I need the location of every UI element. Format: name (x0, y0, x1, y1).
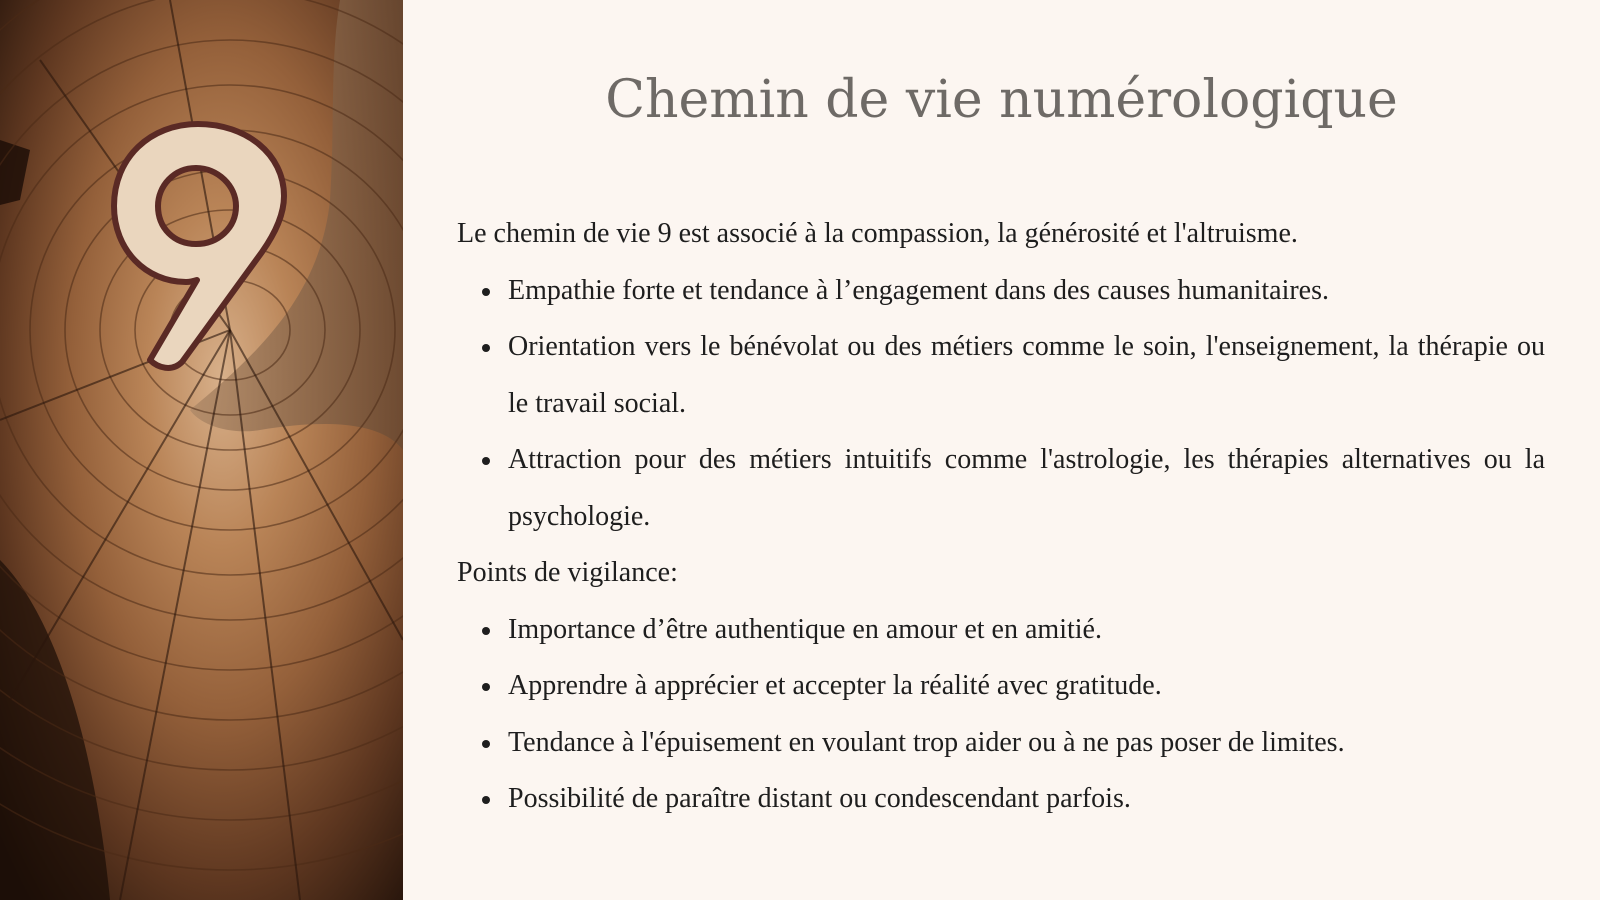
list-item: Apprendre à apprécier et accepter la réalité avec gratitude. (508, 658, 1547, 715)
tree-rings-image (0, 0, 403, 900)
intro-paragraph: Le chemin de vie 9 est associé à la compassion, la générosité et l'altruisme. (457, 218, 1298, 249)
traits-list (457, 263, 1547, 546)
slide-title: Chemin de vie numérologique (605, 70, 1398, 130)
content-area (403, 0, 1600, 900)
list-item: Importance d’être authentique en amour et en amitié. (508, 602, 1547, 659)
list-item: Orientation vers le bénévolat ou des métiers comme le soin, l'enseignement, la thérapie ou le travail social. (508, 319, 1547, 432)
wood-texture (0, 0, 403, 900)
list-item: Attraction pour des métiers intuitifs comme l'astrologie, les thérapies alternatives ou la psychologie. (508, 432, 1547, 545)
body-text (457, 206, 1547, 828)
list-item: Tendance à l'épuisement en voulant trop aider ou à ne pas poser de limites. (508, 715, 1547, 772)
list-item: Possibilité de paraître distant ou condescendant parfois. (508, 771, 1547, 828)
vigilance-heading: Points de vigilance: (457, 557, 678, 588)
list-item: Empathie forte et tendance à l’engagement dans des causes humanitaires. (508, 263, 1547, 320)
vigilance-list (457, 602, 1547, 828)
